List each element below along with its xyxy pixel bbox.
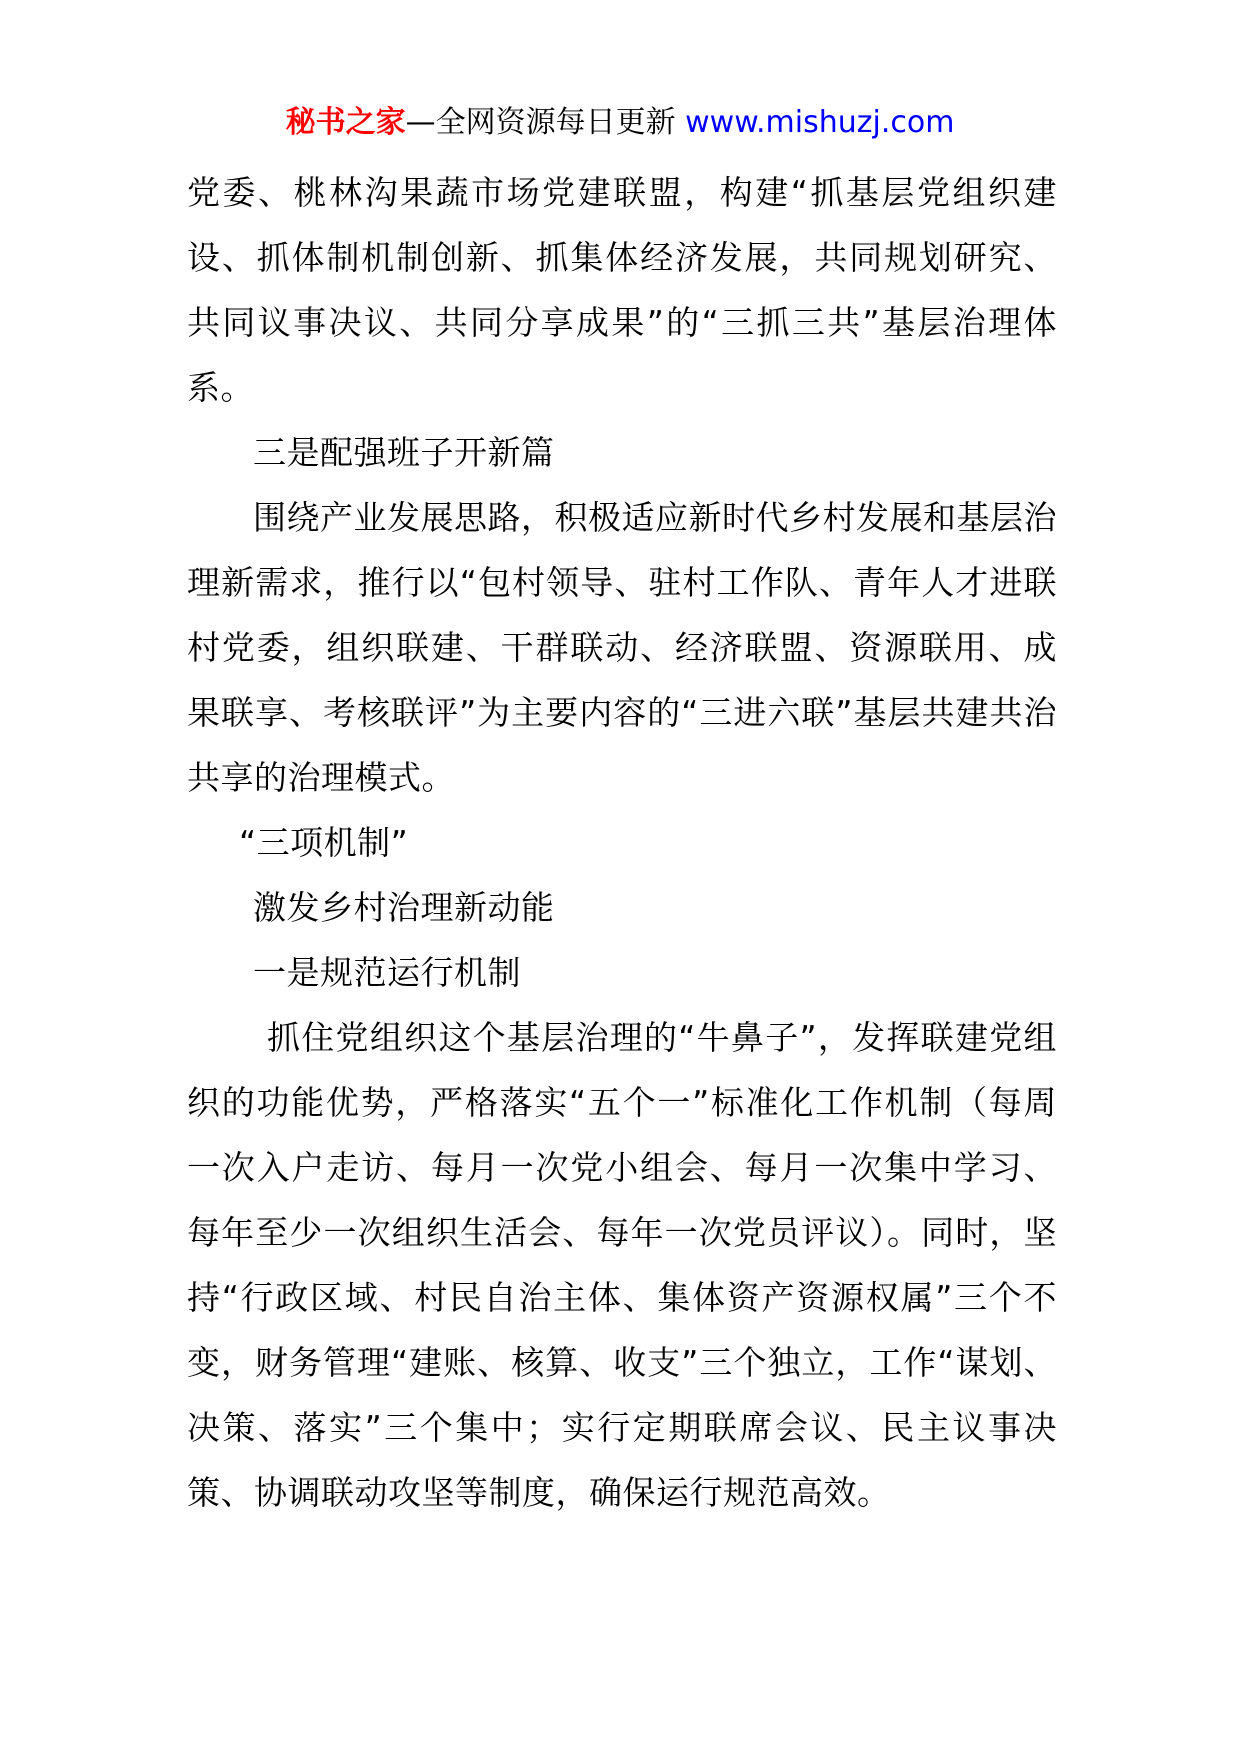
section-heading-three-mechanisms: “三项机制” [239,823,409,862]
section-subtitle: 激发乡村治理新动能 [253,888,555,927]
page-header [0,103,1240,143]
site-url-link[interactable]: www.mishuzj.com [685,105,955,140]
document-body [187,160,1057,1525]
subheading-first-point: 一是规范运行机制 [253,953,521,992]
paragraph-continuation: 党委、桃林沟果蔬市场党建联盟，构建“抓基层党组织建设、抓体制机制创新、抓集体经济发展，共同规划研究、共同议事决议、共同分享成果”的“三抓三共”基层治理体系。 [187,173,1057,407]
paragraph-operation-mechanism: 抓住党组织这个基层治理的“牛鼻子”，发挥联建党组织的功能优势，严格落实“五个一”标准化工作机制（每周一次入户走访、每月一次党小组会、每月一次集中学习、每年至少一次组织生活会、每年一次党员评议）。同时，坚持“行政区域、村民自治主体、集体资产资源权属”三个不变，财务管理“建账、核算、收支”三个独立，工作“谋划、决策、落实”三个集中；实行定期联席会议、民主议事决策、协调联动攻坚等制度，确保运行规范高效。 [187,1018,1057,1512]
site-tagline: —全网资源每日更新 [405,105,676,140]
subheading-third-point: 三是配强班子开新篇 [253,433,555,472]
paragraph-governance-model: 围绕产业发展思路，积极适应新时代乡村发展和基层治理新需求，推行以“包村领导、驻村工作队、青年人才进联村党委，组织联建、干群联动、经济联盟、资源联用、成果联享、考核联评”为主要内容的“三进六联”基层共建共治共享的治理模式。 [187,498,1057,797]
site-brand: 秘书之家 [285,105,406,140]
